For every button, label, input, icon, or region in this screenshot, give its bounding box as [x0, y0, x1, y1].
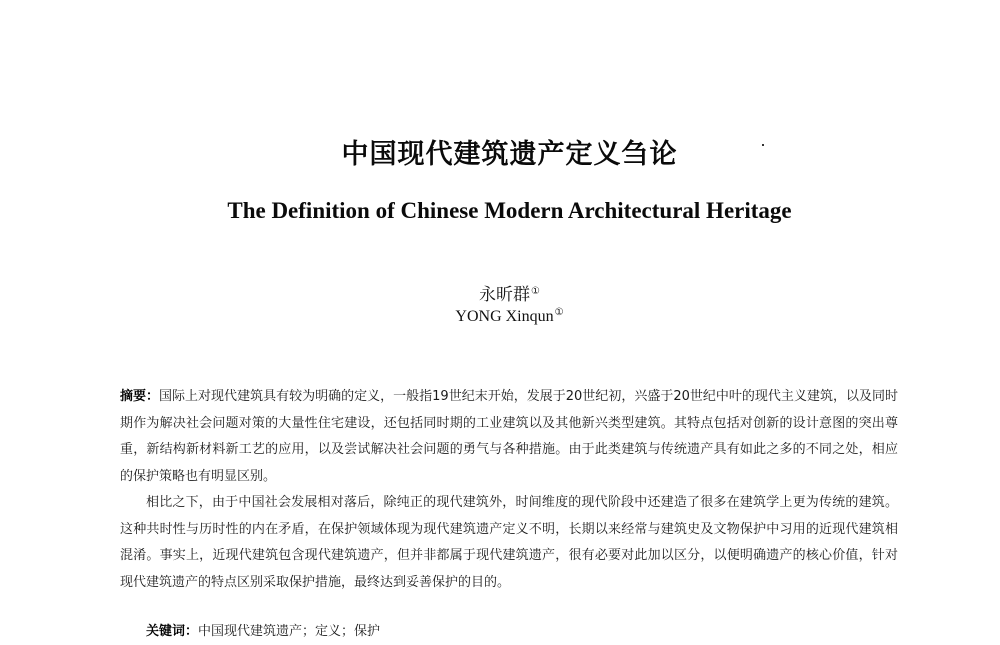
author-english: [0, 307, 1000, 326]
keywords: [146, 619, 906, 645]
title-chinese: 中国现代建筑遗产定义刍论: [341, 139, 678, 170]
abstract-text-1: 国际上对现代建筑具有较为明确的定义，一般指19世纪末开始，发展于20世纪初，兴盛于20世纪中叶的现代主义建筑，以及同时期作为解决社会问题对策的大量性住宅建设，还包括同时期的工业建筑以及其他新兴类型建筑。其特点包括对创新的设计意图的突出尊重，新结构新材料新工艺的应用，以及尝试解决社会问题的勇气与各种措施。由于此类建筑与传统遗产具有如此之多的不同之处，相应的保护策略也有明显区别。: [120, 389, 898, 484]
author-chinese-name: 永昕群: [479, 285, 531, 305]
author-chinese: [0, 280, 1000, 305]
abstract: [120, 384, 898, 596]
abstract-paragraph-1: [120, 384, 898, 490]
abstract-label: 摘要：: [120, 389, 160, 404]
author-english-name: YONG Xinqun: [455, 308, 554, 325]
footnote-mark-en: ①: [554, 307, 564, 318]
keywords-text: 中国现代建筑遗产；定义；保护: [198, 624, 381, 639]
keywords-label: 关键词：: [146, 624, 199, 639]
title-english: The Definition of Chinese Modern Architectural Heritage: [227, 198, 792, 223]
footnote-mark: ①: [531, 286, 540, 297]
abstract-paragraph-2: 相比之下，由于中国社会发展相对落后，除纯正的现代建筑外，时间维度的现代阶段中还建造了很多在建筑学上更为传统的建筑。这种共时性与历时性的内在矛盾，在保护领域体现为现代建筑遗产定义不明，长期以来经常与建筑史及文物保护中习用的近现代建筑相混淆。事实上，近现代建筑包含现代建筑遗产，但并非都属于现代建筑遗产，很有必要对此加以区分，以便明确遗产的核心价值，针对现代建筑遗产的特点区别采取保护措施，最终达到妥善保护的目的。: [120, 495, 898, 590]
